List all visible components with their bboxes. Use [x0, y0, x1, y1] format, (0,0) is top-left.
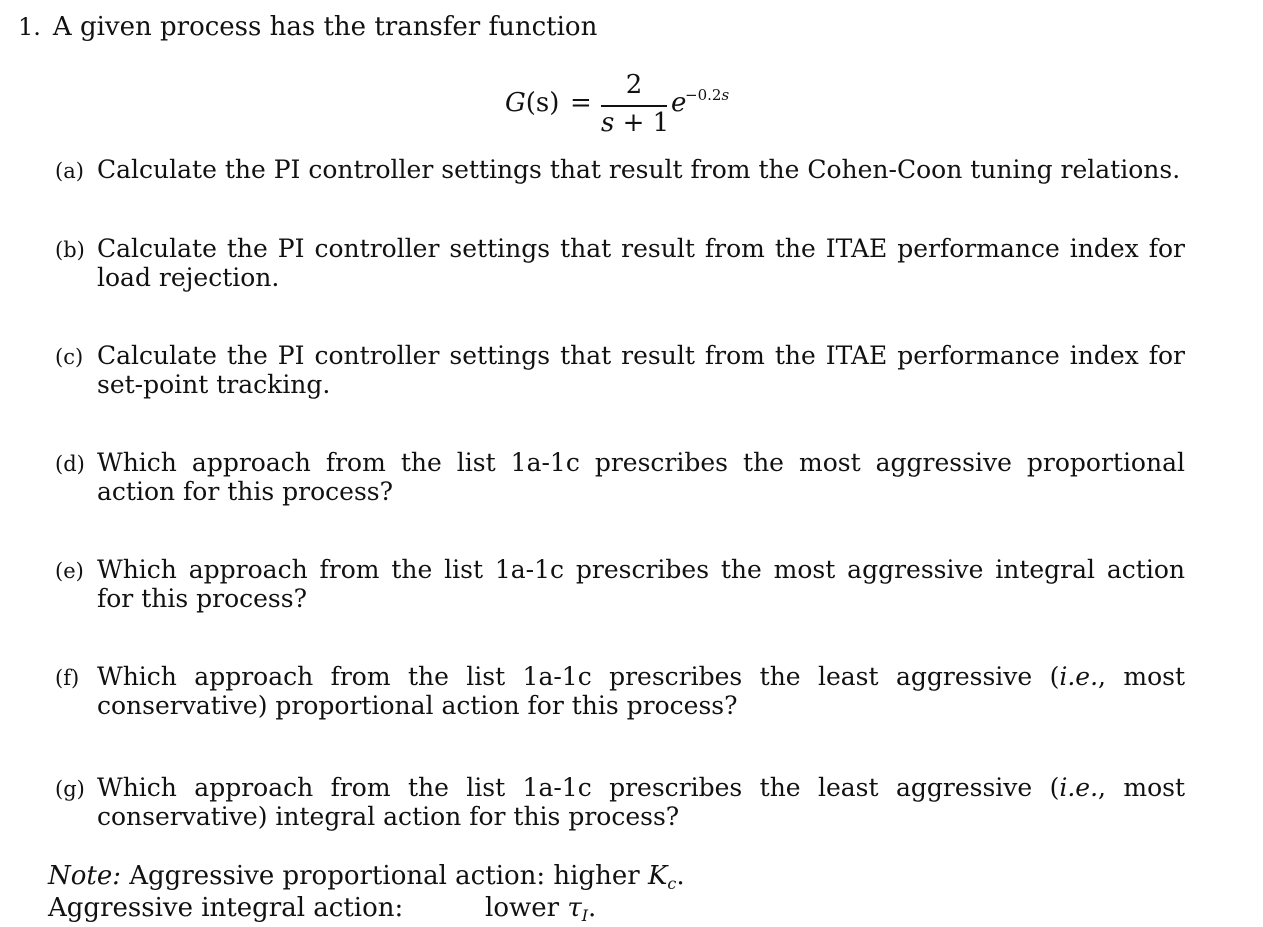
note-line-1-end: . [676, 861, 685, 891]
part-label: (e) [55, 559, 84, 583]
equation-fraction [601, 70, 670, 138]
question-part-b [55, 234, 1185, 292]
part-label: (c) [55, 345, 84, 369]
exponential-base: e [671, 88, 687, 118]
part-label: (f) [55, 666, 80, 690]
denominator-variable: s [601, 108, 615, 138]
part-text: Which approach from the list 1a-1c prescribes the most aggressive integral action for this process? [97, 555, 1185, 613]
question-part-d [55, 448, 1185, 506]
fraction-bar [601, 105, 667, 107]
part-label: (d) [55, 452, 85, 476]
part-text-end: , most conservative) proportional action for this process? [97, 662, 1186, 720]
equation-lhs-argument: (s) [525, 88, 560, 118]
denominator-constant: + 1 [614, 108, 670, 138]
question-part-e [55, 555, 1185, 613]
part-text: Calculate the PI controller settings that result from the ITAE performance index for load rejection. [97, 234, 1185, 292]
part-text-end: , most conservative) integral action for this process? [97, 773, 1186, 831]
part-text-start: Which approach from the list 1a-1c prescribes the least aggressive ( [97, 662, 1060, 691]
note-tau-symbol: τ [567, 893, 582, 923]
part-text: Which approach from the list 1a-1c prescribes the most aggressive proportional action for this process? [97, 448, 1185, 506]
exponential-power [685, 86, 729, 104]
note-line-1 [48, 861, 685, 893]
note-tau-subscript: I [581, 906, 589, 925]
part-label: (b) [55, 238, 85, 262]
exponential-power-variable: s [721, 86, 730, 104]
part-text-start: Which approach from the list 1a-1c prescribes the least aggressive ( [97, 773, 1060, 802]
question-part-a [55, 155, 1185, 184]
note-line-2-value [485, 893, 596, 925]
problem-intro: A given process has the transfer function [52, 12, 598, 42]
note-lead: Note: [48, 861, 121, 891]
fraction-denominator [601, 108, 670, 138]
part-text: Calculate the PI controller settings that result from the Cohen-Coon tuning relations. [97, 155, 1181, 184]
note-line-2-value-text: lower [485, 893, 568, 923]
problem-statement [18, 12, 597, 42]
question-part-f [55, 662, 1185, 720]
note-gain-symbol: K [647, 861, 668, 891]
exponential-power-coefficient: −0.2 [685, 86, 722, 104]
note-line-1-text: Aggressive proportional action: higher [121, 861, 648, 891]
note-line-2-text: Aggressive integral action: [48, 893, 404, 923]
part-label: (g) [55, 777, 85, 801]
equation-lhs [505, 88, 559, 118]
part-text-emphasis: i.e. [1059, 662, 1099, 691]
transfer-function-equation [505, 70, 765, 140]
equation-equals-sign: = [570, 88, 592, 118]
part-label: (a) [55, 159, 84, 183]
note-line-2 [48, 893, 597, 925]
part-text [97, 773, 1185, 831]
question-part-g [55, 773, 1185, 831]
problem-number: 1. [18, 13, 41, 41]
note-line-2-end: . [588, 893, 597, 923]
part-text: Calculate the PI controller settings that result from the ITAE performance index for set-point tracking. [97, 341, 1185, 399]
note-gain-subscript: c [667, 874, 677, 893]
part-text [97, 662, 1185, 720]
question-part-c [55, 341, 1185, 399]
equation-lhs-function: G [505, 88, 526, 118]
part-text-emphasis: i.e. [1059, 773, 1099, 802]
fraction-numerator: 2 [625, 70, 643, 100]
